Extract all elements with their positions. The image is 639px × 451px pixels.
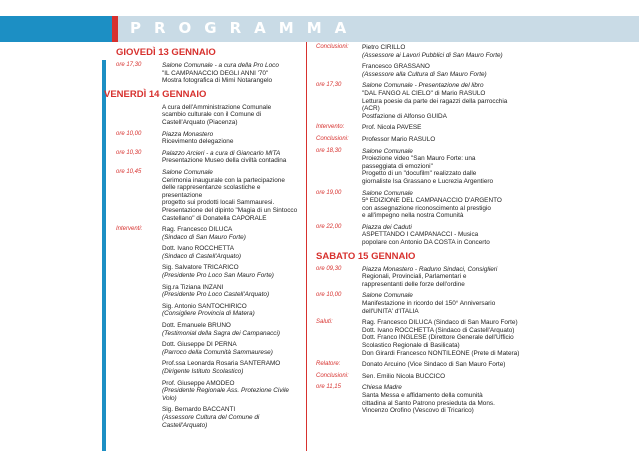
- event-time-label: Conclusioni:: [316, 135, 349, 142]
- event-line: con assegnazione riconoscimento al prestigio: [362, 204, 491, 212]
- event-description: [162, 406, 302, 429]
- event-line: Lettura poesie da parte dei ragazzi della parrocchia (ACR): [362, 97, 508, 113]
- saturday-events: [316, 266, 526, 415]
- event-description: [162, 341, 302, 356]
- event-row: [116, 264, 302, 279]
- event-row: [116, 360, 302, 375]
- event-time-label: ore 22,00: [316, 223, 342, 230]
- event-row: [116, 169, 302, 222]
- event-line: Piazza Monastero - Raduno Sindaci, Consiglieri: [362, 265, 498, 273]
- event-line: (Assessore Cultura del Comune di Castell'Arquato): [162, 413, 260, 429]
- event-row: [116, 104, 302, 127]
- event-line: Chiesa Madre: [362, 384, 402, 392]
- event-line: cittadina al Santo Patrono presieduta da Mons.: [362, 399, 495, 407]
- event-line: Progetto di un "docufilm" realizzato dalle: [362, 170, 477, 178]
- event-line: Proiezione video "San Mauro Forte: una: [362, 155, 476, 163]
- event-line: dell'UNITA' d'ITALIA: [362, 307, 419, 315]
- event-time-label: ore 09,30: [316, 265, 342, 272]
- event-line: progetto sui prodotti locali Sammauresi.: [162, 199, 275, 207]
- event-description: [162, 169, 302, 222]
- event-line: (Presidente Regionale Ass. Protezione Civile Volo): [162, 387, 289, 402]
- event-description: [362, 148, 526, 186]
- event-line: Cerimonia inaugurale con la partecipazione: [162, 176, 285, 184]
- header-banner: [0, 16, 639, 42]
- event-line: Pietro CIRILLO: [362, 44, 406, 51]
- event-row: [116, 150, 302, 165]
- event-line: rappresentanti delle forze dell'ordine: [362, 280, 465, 288]
- event-line: Sen. Emilio Nicola BUCCICO: [362, 372, 446, 380]
- event-description: [362, 136, 526, 144]
- event-row: [316, 384, 526, 414]
- event-time-label: Intervento:: [316, 124, 345, 131]
- event-line: Sig.ra Tiziana INZANI: [162, 283, 224, 291]
- event-line: Professor Mario RASULO: [362, 135, 436, 143]
- event-line: (Presidente Pro Loco Castell'Arquato): [162, 291, 270, 299]
- event-row: [116, 303, 302, 318]
- banner-red-stripe: [112, 16, 118, 42]
- event-line: Presentazione Museo della civiltà contadina: [162, 157, 287, 165]
- event-description: [162, 284, 302, 299]
- event-row: [316, 361, 526, 369]
- event-description: [362, 124, 526, 132]
- event-description: [362, 361, 526, 369]
- day-heading-friday: VENERDÌ 14 GENNAIO: [104, 88, 207, 100]
- event-line: Sig. Salvatore TRICARICO: [162, 264, 239, 272]
- event-line: (Parroco della Comunità Sammaurese): [162, 348, 273, 356]
- event-line: Palazzo Arcieri - a cura di Giancarlo MITA: [162, 149, 281, 157]
- event-description: [162, 380, 302, 403]
- event-description: [162, 150, 302, 165]
- event-line: Dott. Ivano ROCCHETTA (Sindaco di Castell'Arquato): [362, 326, 515, 334]
- event-line: Sig. Antonio SANTOCHIRICO: [162, 302, 247, 310]
- event-line: Rag. Francesco DILUCA (Sindaco di San Mauro Forte): [362, 319, 518, 327]
- event-description: [362, 292, 526, 315]
- event-line: Dott. Giuseppe DI PERNA: [162, 341, 237, 349]
- event-line: Salone Comunale: [362, 147, 413, 155]
- event-time-label: ore 17,30: [316, 82, 342, 89]
- event-time-label: ore 10,45: [116, 168, 142, 175]
- event-row: [316, 63, 526, 78]
- event-line: ASPETTANDO I CAMPANACCI - Musica: [362, 231, 479, 239]
- event-line: Manifestazione in ricordo del 150° Anniversario: [362, 300, 496, 308]
- event-line: "IL CAMPANACCIO DEGLI ANNI '70": [162, 69, 269, 77]
- event-row: [316, 266, 526, 289]
- event-line: passeggiata di emozioni": [362, 162, 433, 170]
- event-row: [316, 124, 526, 132]
- event-line: Salone Comunale: [362, 189, 413, 197]
- friday-continued-events: [316, 44, 526, 247]
- event-line: Castell'Arquato (Piacenza): [162, 118, 238, 126]
- event-line: Mostra fotografica di Mimì Notarangelo: [162, 77, 273, 85]
- event-line: Prof.ssa Leonarda Rosaria SANTERAMO: [162, 360, 281, 368]
- event-line: "DAL FANGO AL CIELO" di Mario RASULO: [362, 89, 486, 97]
- event-line: Presentazione del dipinto "Magia di un Sintocco: [162, 206, 298, 214]
- event-line: A cura dell'Amministrazione Comunale: [162, 103, 272, 111]
- event-row: [316, 224, 526, 247]
- event-line: Piazza dei Caduti: [362, 223, 412, 231]
- event-row: [116, 380, 302, 403]
- event-row: [116, 322, 302, 337]
- event-description: [162, 322, 302, 337]
- event-row: [316, 82, 526, 120]
- event-row: [116, 131, 302, 146]
- event-time-label: ore 17,30: [116, 62, 142, 68]
- event-line: Don Girardi Francesco NONTILEONE (Prete di Matera): [362, 349, 520, 357]
- event-line: (Assessore alla Cultura di San Mauro Forte): [362, 70, 487, 78]
- event-line: Scolastico Regionale di Basilicata): [362, 342, 460, 349]
- day-heading-saturday: SABATO 15 GENNAIO: [316, 250, 416, 262]
- event-row: [116, 245, 302, 260]
- event-description: [162, 104, 302, 127]
- event-time-label: Conclusioni:: [316, 44, 349, 50]
- event-row: [316, 136, 526, 144]
- event-line: Vincenzo Orofino (Vescovo di Tricarico): [362, 407, 474, 415]
- event-line: Rag. Francesco DILUCA: [162, 226, 233, 234]
- event-row: [116, 406, 302, 429]
- event-line: delle rappresentanze scolastiche e presentazione: [162, 184, 261, 199]
- event-description: [162, 245, 302, 260]
- event-line: (Sindaco di San Mauro Forte): [162, 233, 246, 241]
- page-title: PROGRAMMA: [130, 19, 360, 37]
- event-description: [162, 303, 302, 318]
- event-time-label: Saluti:: [316, 319, 333, 326]
- event-line: Piazza Monastero: [162, 130, 214, 138]
- event-time-label: Conclusioni:: [316, 372, 349, 379]
- event-time-label: ore 10,30: [116, 149, 142, 156]
- event-description: [362, 190, 526, 220]
- event-line: Salone Comunale - a cura della Pro Loco: [162, 62, 279, 69]
- event-row: [116, 62, 302, 85]
- event-time-label: ore 10,00: [116, 130, 142, 137]
- event-line: Castellano" di Donatella CAPORALE: [162, 214, 267, 222]
- event-line: e all'impegno nella nostra Comunità: [362, 212, 464, 220]
- event-description: [362, 63, 526, 78]
- right-column: [316, 44, 526, 419]
- event-line: Francesco GRASSANO: [362, 63, 430, 71]
- event-description: [362, 373, 526, 381]
- event-time-label: ore 10,00: [316, 292, 342, 299]
- column-divider: [306, 42, 307, 451]
- event-description: [162, 131, 302, 146]
- event-line: Prof. Giuseppe AMODEO: [162, 379, 235, 387]
- event-line: Santa Messa e affidamento della comunità: [362, 391, 483, 399]
- event-row: [316, 319, 526, 357]
- event-line: (Sindaco di Castell'Arquato): [162, 252, 242, 260]
- event-time-label: ore 11,15: [316, 384, 341, 391]
- event-line: Salone Comunale: [162, 168, 213, 176]
- event-line: 5ª EDIZIONE DEL CAMPANACCIO D'ARGENTO: [362, 197, 502, 205]
- event-line: (Testimonial della Sagra dei Campanacci): [162, 329, 281, 337]
- event-line: Ricevimento delegazione: [162, 138, 234, 146]
- event-line: Sig. Bernardo BACCANTI: [162, 406, 236, 414]
- event-row: [116, 284, 302, 299]
- event-row: [116, 226, 302, 241]
- event-description: [362, 82, 526, 120]
- event-description: [162, 62, 302, 85]
- day-heading-thursday: GIOVEDÌ 13 GENNAIO: [116, 47, 216, 58]
- left-column: [104, 44, 302, 433]
- banner-blue-block: [0, 16, 118, 42]
- event-line: Salone Comunale - Presentazione del libro: [362, 82, 484, 90]
- event-line: Regionali, Provinciali, Parlamentari e: [362, 273, 467, 281]
- event-line: giornaliste Isa Grassano e Lucrezia Argentiero: [362, 177, 494, 185]
- event-line: Dott. Ivano ROCCHETTA: [162, 245, 234, 253]
- event-description: [362, 319, 526, 357]
- event-line: Donato Arcuino (Vice Sindaco di San Mauro Forte): [362, 361, 506, 369]
- event-description: [162, 264, 302, 279]
- event-description: [362, 384, 526, 414]
- left-accent-bar: [102, 60, 106, 451]
- event-description: [162, 226, 302, 241]
- event-line: Dott. Emanuele BRUNO: [162, 322, 231, 330]
- friday-events: [116, 104, 302, 429]
- event-time-label: Interventi:: [116, 226, 143, 233]
- event-description: [362, 266, 526, 289]
- event-line: scambio culturale con il Comune di: [162, 111, 262, 119]
- event-line: Salone Comunale: [362, 292, 413, 300]
- event-row: [316, 44, 526, 59]
- event-row: [316, 292, 526, 315]
- event-time-label: ore 18,30: [316, 147, 342, 154]
- thursday-events: [116, 62, 302, 85]
- event-row: [116, 341, 302, 356]
- event-line: (Presidente Pro Loco San Mauro Forte): [162, 272, 274, 280]
- event-line: Postfazione di Alfonso GUIDA: [362, 112, 447, 120]
- event-line: Prof. Nicola PAVESE: [362, 124, 422, 132]
- event-description: [362, 224, 526, 247]
- event-line: popolare con Antonio DA COSTA in Concerto: [362, 239, 490, 247]
- event-row: [316, 373, 526, 381]
- event-time-label: Relatore:: [316, 361, 341, 368]
- event-row: [316, 190, 526, 220]
- event-line: (Dirigente Istituto Scolastico): [162, 368, 244, 375]
- event-description: [162, 360, 302, 375]
- event-description: [362, 44, 526, 59]
- event-time-label: ore 19,00: [316, 189, 342, 196]
- event-row: [316, 148, 526, 186]
- event-line: (Consigliere Provincia di Matera): [162, 310, 255, 318]
- event-line: Dott. Franco INGLESE (Direttore Generale dell'Ufficio: [362, 334, 514, 342]
- event-line: (Assessore ai Lavori Pubblici di San Mauro Forte): [362, 51, 503, 59]
